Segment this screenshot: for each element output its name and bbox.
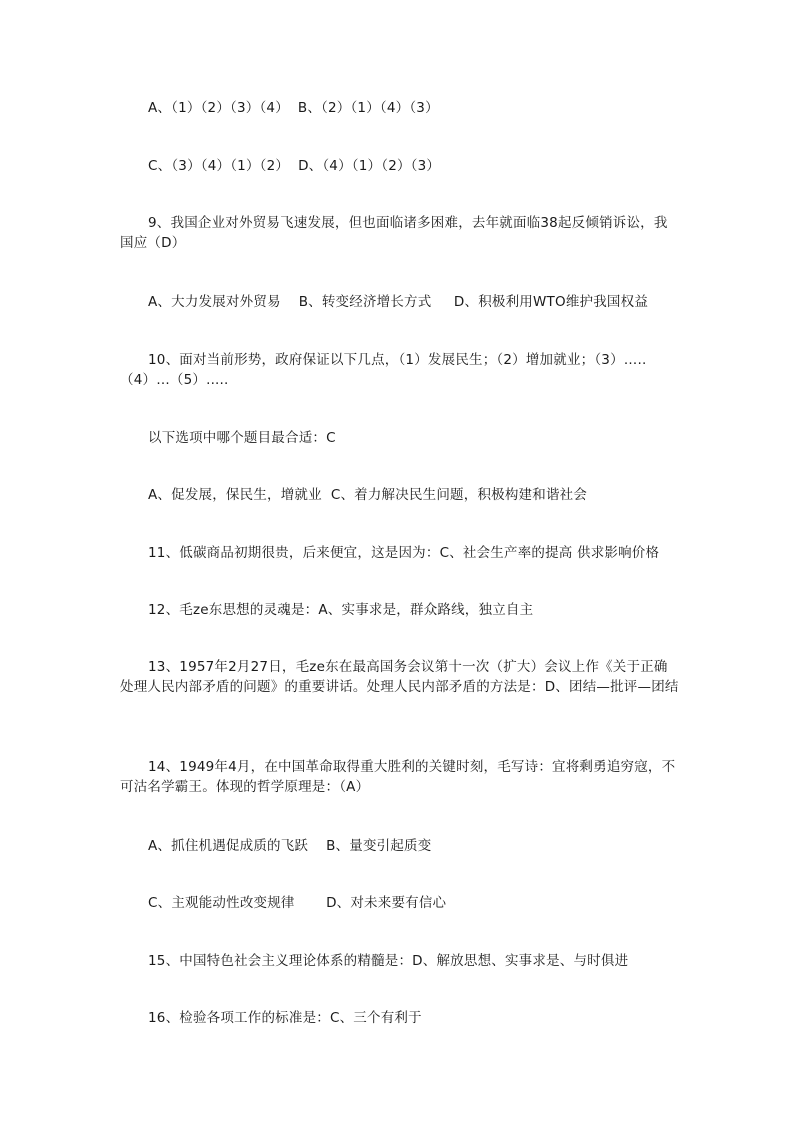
- question-16: 16、检验各项工作的标准是：C、三个有利于: [148, 1010, 422, 1026]
- question-14: 14、1949年4月，在中国革命取得重大胜利的关键时刻，毛写诗：宜将剩勇追穷寇，不可沽名学霸王。体现的哲学原理是：（A）: [120, 759, 676, 795]
- question-12: 12、毛ze东思想的灵魂是：A、实事求是，群众路线，独立自主: [148, 602, 534, 618]
- q9-options: A、大力发展对外贸易 B、转变经济增长方式 D、积极利用WTO维护我国权益: [148, 294, 649, 310]
- question-15: 15、中国特色社会主义理论体系的精髓是：D、解放思想、实事求是、与时俱进: [148, 953, 629, 969]
- q10-options: A、促发展，保民生，增就业 C、着力解决民生问题，积极构建和谐社会: [148, 487, 588, 503]
- q14-options-ab: A、抓住机遇促成质的飞跃 B、量变引起质变: [148, 838, 432, 854]
- question-13: 13、1957年2月27日，毛ze东在最高国务会议第十一次（扩大）会议上作《关于正确处理人民内部矛盾的问题》的重要讲话。处理人民内部矛盾的方法是：D、团结—批评—团结: [120, 659, 679, 695]
- q14-options-cd: C、主观能动性改变规律 D、对未来要有信心: [148, 895, 447, 911]
- question-11: 11、低碳商品初期很贵，后来便宜，这是因为：C、社会生产率的提高 供求影响价格: [148, 545, 660, 561]
- q10-prompt: 以下选项中哪个题目最合适：C: [148, 430, 336, 446]
- q8-options-cd: C、（3）（4）（1）（2） D、（4）（1）（2）（3）: [148, 158, 441, 174]
- q8-options-ab: A、（1）（2）（3）（4） B、（2）（1）（4）（3）: [148, 100, 439, 116]
- question-10: 10、面对当前形势，政府保证以下几点，（1）发展民生；（2）增加就业；（3）…..（4）…（5）.....: [120, 352, 647, 388]
- question-9: 9、我国企业对外贸易飞速发展，但也面临诸多困难，去年就面临38起反倾销诉讼，我国应（D）: [120, 215, 668, 251]
